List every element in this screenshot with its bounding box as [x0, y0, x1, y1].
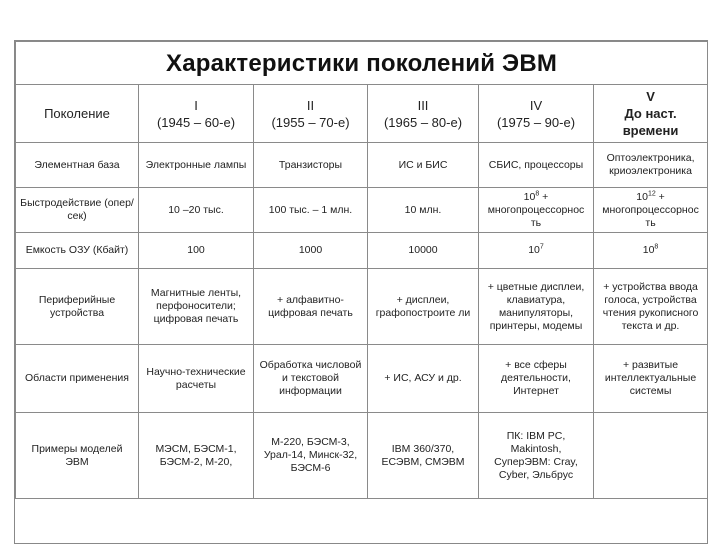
table-cell: ПК: IBM PC, Makintosh, СуперЭВМ: Cray, Cyber, Эльбрус: [479, 413, 594, 499]
table-cell: Обработка числовой и текстовой информации: [254, 345, 368, 413]
table-row: [16, 269, 708, 345]
row-label: Быстродействие (опер/сек): [16, 188, 139, 233]
table-cell: [594, 413, 708, 499]
table-row: [16, 233, 708, 269]
table-cell: $10^{12}$ + многопроцессорнос ть: [594, 188, 708, 233]
row-label: Примеры моделей ЭВМ: [16, 413, 139, 499]
table-cell: Транзисторы: [254, 143, 368, 188]
row-label: Области применения: [16, 345, 139, 413]
table-cell: + все сферы деятельности, Интернет: [479, 345, 594, 413]
table-cell: Оптоэлектроника, криоэлектроника: [594, 143, 708, 188]
table-cell: + ИС, АСУ и др.: [368, 345, 479, 413]
table-cell: + цветные дисплеи, клавиатура, манипуляторы, принтеры, модемы: [479, 269, 594, 345]
table-cell: 100 тыс. – 1 млн.: [254, 188, 368, 233]
header-gen-2: II (1955 – 70-е): [254, 85, 368, 143]
header-gen-5: V До наст. времени: [594, 85, 708, 143]
table-cell: + дисплеи, графопостроите ли: [368, 269, 479, 345]
generations-table: [15, 41, 708, 499]
header-generation-label: Поколение: [16, 85, 139, 143]
header-row: [16, 85, 708, 143]
table-cell: 10000: [368, 233, 479, 269]
table-cell: $10^7$: [479, 233, 594, 269]
header-gen-4: IV (1975 – 90-е): [479, 85, 594, 143]
row-label: Периферийные устройства: [16, 269, 139, 345]
table-cell: + алфавитно-цифровая печать: [254, 269, 368, 345]
table-cell: СБИС, процессоры: [479, 143, 594, 188]
table-cell: Магнитные ленты, перфоносители; цифровая печать: [139, 269, 254, 345]
header-gen-3: III (1965 – 80-е): [368, 85, 479, 143]
table-row: [16, 413, 708, 499]
header-gen-1: I (1945 – 60-е): [139, 85, 254, 143]
table-cell: $10^8$ + многопроцессорнос ть: [479, 188, 594, 233]
row-label: Емкость ОЗУ (Кбайт): [16, 233, 139, 269]
table-cell: М-220, БЭСМ-3, Урал-14, Минск-32, БЭСМ-6: [254, 413, 368, 499]
row-label: Элементная база: [16, 143, 139, 188]
slide: [14, 40, 708, 544]
table-row: [16, 143, 708, 188]
table-cell: + развитые интеллектуальные системы: [594, 345, 708, 413]
table-cell: 1000: [254, 233, 368, 269]
table-cell: IBM 360/370, ЕСЭВМ, СМЭВМ: [368, 413, 479, 499]
table-cell: 100: [139, 233, 254, 269]
table-cell: $10^8$: [594, 233, 708, 269]
table-cell: 10 –20 тыс.: [139, 188, 254, 233]
page-title: Характеристики поколений ЭВМ: [16, 42, 708, 85]
table-cell: + устройства ввода голоса, устройства чтения рукописного текста и др.: [594, 269, 708, 345]
table-row: [16, 345, 708, 413]
table-row: [16, 188, 708, 233]
table-cell: Научно-технические расчеты: [139, 345, 254, 413]
table-cell: 10 млн.: [368, 188, 479, 233]
table-cell: ИС и БИС: [368, 143, 479, 188]
table-cell: Электронные лампы: [139, 143, 254, 188]
table-cell: МЭСМ, БЭСМ-1, БЭСМ-2, М-20,: [139, 413, 254, 499]
